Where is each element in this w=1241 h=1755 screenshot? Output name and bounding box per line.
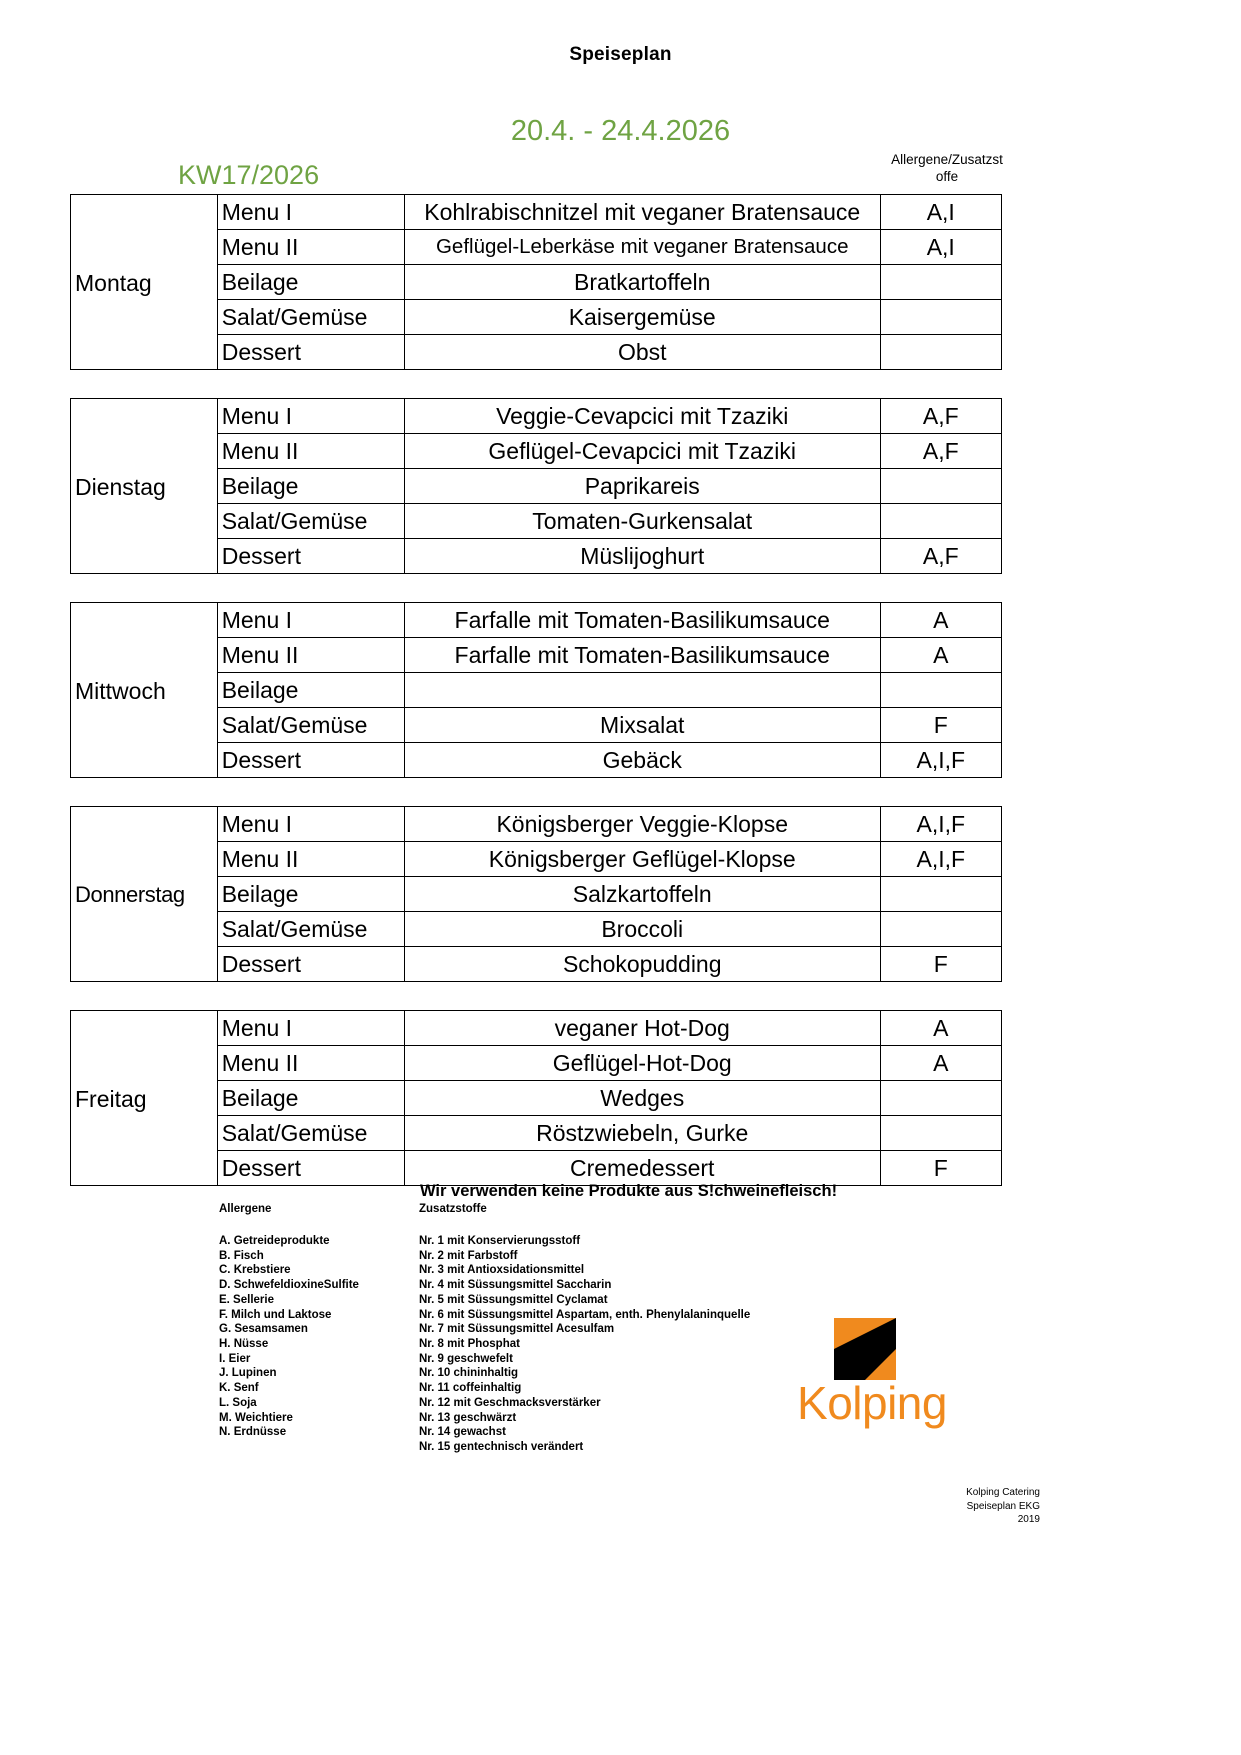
legend-item: Nr. 6 mit Süssungsmittel Aspartam, enth. Phenylalaninquelle — [419, 1308, 751, 1321]
legend-item: H. Nüsse — [219, 1338, 269, 1351]
footer-line-2: Speiseplan EKG — [966, 1500, 1040, 1512]
legend-zusatzstoffe-heading: Zusatzstoffe — [419, 1203, 487, 1215]
legend-item: Nr. 12 mit Geschmacksverstärker — [419, 1396, 601, 1409]
kolping-wedge-upper-icon — [834, 1318, 896, 1349]
dish-name: Tomaten-Gurkensalat — [404, 504, 880, 539]
category-label: Beilage — [217, 673, 404, 708]
dish-name: Röstzwiebeln, Gurke — [404, 1116, 880, 1151]
dish-name: Mixsalat — [404, 708, 880, 743]
legend-item: J. Lupinen — [219, 1367, 277, 1380]
category-label: Salat/Gemüse — [217, 1116, 404, 1151]
category-label: Menu II — [217, 230, 404, 265]
category-label: Dessert — [217, 743, 404, 778]
table-row — [71, 807, 1002, 842]
legend-item: Nr. 5 mit Süssungsmittel Cyclamat — [419, 1293, 608, 1306]
category-label: Menu I — [217, 1011, 404, 1046]
date-range: 20.4. - 24.4.2026 — [510, 115, 731, 147]
dish-name: Geflügel-Leberkäse mit veganer Bratensauce — [404, 230, 880, 265]
dish-name: Königsberger Geflügel-Klopse — [404, 842, 880, 877]
dish-name — [404, 673, 880, 708]
allergen-code — [880, 1081, 1001, 1116]
category-label: Salat/Gemüse — [217, 912, 404, 947]
dish-name: Obst — [404, 335, 880, 370]
category-label: Menu I — [217, 399, 404, 434]
allergen-code: A — [880, 1046, 1001, 1081]
legend-item: Nr. 2 mit Farbstoff — [419, 1249, 518, 1262]
allergen-code: A,F — [880, 539, 1001, 574]
legend-item: I. Eier — [219, 1352, 251, 1365]
legend-item: Nr. 3 mit Antioxsidationsmittel — [419, 1264, 585, 1277]
allergen-code — [880, 673, 1001, 708]
allergen-code: F — [880, 708, 1001, 743]
dish-name: Wedges — [404, 1081, 880, 1116]
legend-item: Nr. 10 chininhaltig — [419, 1367, 519, 1380]
legend-item: Nr. 8 mit Phosphat — [419, 1338, 520, 1351]
dish-name: Kohlrabischnitzel mit veganer Bratensauce — [404, 195, 880, 230]
kolping-k-icon — [834, 1318, 896, 1380]
category-label: Dessert — [217, 539, 404, 574]
legend-item: D. SchwefeldioxineSulfite — [219, 1279, 359, 1292]
no-pork-notice: Wir verwenden keine Produkte aus S!chweinefleisch! — [420, 1182, 838, 1200]
category-label: Menu I — [217, 603, 404, 638]
dish-name: Farfalle mit Tomaten-Basilikumsauce — [404, 603, 880, 638]
day-label-cell — [71, 195, 218, 370]
category-label: Dessert — [217, 335, 404, 370]
day-table-mittwoch — [70, 602, 1002, 778]
legend-item: Nr. 9 geschwefelt — [419, 1352, 513, 1365]
category-label: Dessert — [217, 1151, 404, 1186]
legend-item: G. Sesamsamen — [219, 1323, 308, 1336]
allergen-code: A,F — [880, 399, 1001, 434]
day-label-cell — [71, 807, 218, 982]
day-label-cell — [71, 1011, 218, 1186]
allergen-code: A,I,F — [880, 807, 1001, 842]
day-name: Dienstag — [75, 473, 166, 500]
dish-name: Broccoli — [404, 912, 880, 947]
category-label: Salat/Gemüse — [217, 504, 404, 539]
dish-name: Müslijoghurt — [404, 539, 880, 574]
legend-item: Nr. 15 gentechnisch verändert — [419, 1441, 584, 1454]
allergen-code: A,I,F — [880, 842, 1001, 877]
dish-name: Farfalle mit Tomaten-Basilikumsauce — [404, 638, 880, 673]
day-table-dienstag — [70, 398, 1002, 574]
allergen-code — [880, 1116, 1001, 1151]
category-label: Beilage — [217, 1081, 404, 1116]
day-table-montag — [70, 194, 1002, 370]
dish-name: Salzkartoffeln — [404, 877, 880, 912]
day-name: Donnerstag — [75, 882, 185, 908]
category-label: Menu II — [217, 842, 404, 877]
day-table-donnerstag — [70, 806, 1002, 982]
legend-item: N. Erdnüsse — [219, 1426, 287, 1439]
allergen-header-line2: offe — [935, 168, 959, 184]
category-label: Menu II — [217, 434, 404, 469]
day-label-cell — [71, 399, 218, 574]
dish-name: veganer Hot-Dog — [404, 1011, 880, 1046]
allergen-code: A,I — [880, 195, 1001, 230]
dish-name: Schokopudding — [404, 947, 880, 982]
allergen-code — [880, 300, 1001, 335]
allergen-column-header — [882, 152, 1012, 186]
category-label: Menu II — [217, 1046, 404, 1081]
dish-name: Geflügel-Hot-Dog — [404, 1046, 880, 1081]
legend-allergene-heading: Allergene — [219, 1203, 272, 1215]
allergen-code — [880, 265, 1001, 300]
legend-item: F. Milch und Laktose — [219, 1308, 332, 1321]
category-label: Salat/Gemüse — [217, 708, 404, 743]
day-label-cell — [71, 603, 218, 778]
allergen-code — [880, 912, 1001, 947]
category-label: Menu II — [217, 638, 404, 673]
calendar-week-label: KW17/2026 — [178, 160, 320, 190]
dish-name: Kaisergemüse — [404, 300, 880, 335]
category-label: Beilage — [217, 265, 404, 300]
allergen-code: A,I — [880, 230, 1001, 265]
dish-name: Königsberger Veggie-Klopse — [404, 807, 880, 842]
category-label: Menu I — [217, 807, 404, 842]
allergen-code: A — [880, 603, 1001, 638]
day-name: Mittwoch — [75, 677, 166, 704]
kolping-wordmark: Kolping — [797, 1377, 947, 1429]
category-label: Beilage — [217, 469, 404, 504]
table-row — [71, 1011, 1002, 1046]
legend-allergene-column — [219, 1203, 419, 1455]
table-row — [71, 603, 1002, 638]
category-label: Beilage — [217, 877, 404, 912]
legend-item: Nr. 14 gewachst — [419, 1426, 506, 1439]
table-row — [71, 399, 1002, 434]
dish-name: Geflügel-Cevapcici mit Tzaziki — [404, 434, 880, 469]
allergen-code: F — [880, 1151, 1001, 1186]
legend-item: C. Krebstiere — [219, 1264, 291, 1277]
kolping-logo — [772, 1318, 972, 1433]
allergen-code: A — [880, 638, 1001, 673]
allergen-header-line1: Allergene/Zusatzst — [891, 152, 1003, 167]
legend-item: Nr. 7 mit Süssungsmittel Acesulfam — [419, 1323, 615, 1336]
category-label: Menu I — [217, 195, 404, 230]
legend-item: Nr. 1 mit Konservierungsstoff — [419, 1235, 581, 1247]
allergen-code — [880, 877, 1001, 912]
legend-item: A. Getreideprodukte — [219, 1235, 330, 1247]
legend-item: B. Fisch — [219, 1249, 264, 1262]
dish-name: Gebäck — [404, 743, 880, 778]
category-label: Dessert — [217, 947, 404, 982]
legend-item: E. Sellerie — [219, 1293, 274, 1306]
table-row — [71, 195, 1002, 230]
allergen-code — [880, 504, 1001, 539]
day-name: Montag — [75, 269, 152, 296]
allergen-code: A — [880, 1011, 1001, 1046]
legend-item: K. Senf — [219, 1382, 259, 1395]
document-footer — [900, 1486, 1040, 1527]
legend-item: L. Soja — [219, 1396, 257, 1409]
allergen-code: F — [880, 947, 1001, 982]
footer-line-3: 2019 — [1017, 1514, 1040, 1525]
footer-line-1: Kolping Catering — [966, 1487, 1040, 1498]
allergen-code — [880, 335, 1001, 370]
dish-name: Bratkartoffeln — [404, 265, 880, 300]
legend-item: Nr. 11 coffeinhaltig — [419, 1382, 522, 1395]
dish-name: Veggie-Cevapcici mit Tzaziki — [404, 399, 880, 434]
dish-name: Paprikareis — [404, 469, 880, 504]
allergen-code: A,F — [880, 434, 1001, 469]
day-table-freitag — [70, 1010, 1002, 1186]
allergen-code — [880, 469, 1001, 504]
legend-item: Nr. 13 geschwärzt — [419, 1411, 517, 1424]
legend-item: Nr. 4 mit Süssungsmittel Saccharin — [419, 1279, 612, 1292]
legend-item: M. Weichtiere — [219, 1411, 293, 1424]
page-title: Speiseplan — [569, 44, 672, 65]
category-label: Salat/Gemüse — [217, 300, 404, 335]
dish-name: Cremedessert — [404, 1151, 880, 1186]
day-name: Freitag — [75, 1085, 147, 1112]
allergen-code: A,I,F — [880, 743, 1001, 778]
